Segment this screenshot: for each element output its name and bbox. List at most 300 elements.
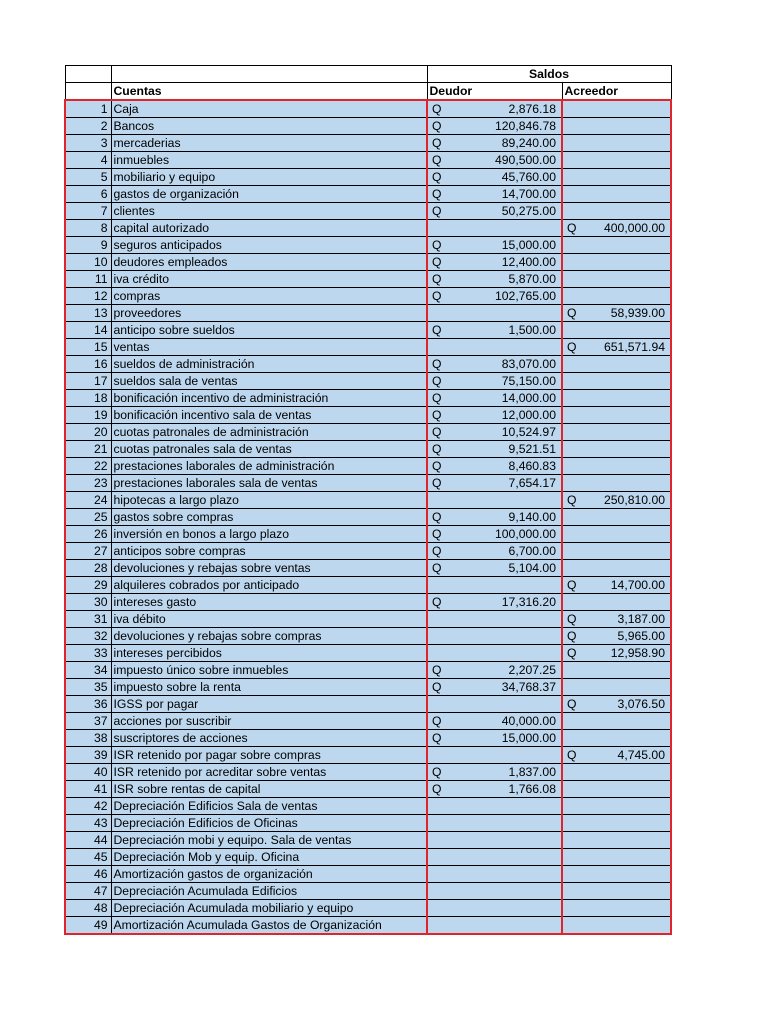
currency-symbol: Q — [432, 204, 442, 218]
row-number[interactable]: 31 — [65, 611, 111, 628]
acreedor-cell[interactable] — [562, 866, 671, 883]
deudor-cell[interactable] — [427, 679, 562, 696]
deudor-amount: 490,500.00 — [495, 153, 556, 167]
acreedor-cell[interactable] — [562, 373, 671, 390]
account-name-cell[interactable]: impuesto único sobre inmuebles — [111, 662, 427, 679]
row-number[interactable]: 40 — [65, 764, 111, 781]
acreedor-amount: 3,187.00 — [617, 612, 665, 626]
acreedor-cell[interactable] — [562, 220, 671, 237]
table-row — [65, 373, 671, 390]
currency-symbol: Q — [432, 782, 442, 796]
deudor-amount: 14,000.00 — [501, 391, 556, 405]
account-name-cell[interactable]: ISR retenido por pagar sobre compras — [111, 747, 427, 764]
account-name-cell[interactable]: proveedores — [111, 305, 427, 322]
deudor-amount: 75,150.00 — [501, 374, 556, 388]
acreedor-cell[interactable] — [562, 509, 671, 526]
currency-symbol: Q — [432, 170, 442, 184]
deudor-cell[interactable] — [427, 662, 562, 679]
deudor-cell[interactable] — [427, 509, 562, 526]
row-number[interactable]: 6 — [65, 186, 111, 203]
account-name-cell[interactable]: Depreciación Edificios de Oficinas — [111, 815, 427, 832]
row-number[interactable]: 32 — [65, 628, 111, 645]
header-empty-cell — [111, 66, 427, 83]
table-row — [65, 220, 671, 237]
acreedor-cell[interactable] — [562, 628, 671, 645]
deudor-cell[interactable] — [427, 645, 562, 662]
acreedor-cell[interactable] — [562, 339, 671, 356]
row-number[interactable]: 20 — [65, 424, 111, 441]
acreedor-cell[interactable] — [562, 441, 671, 458]
acreedor-cell[interactable] — [562, 798, 671, 815]
deudor-cell[interactable] — [427, 747, 562, 764]
account-name-cell[interactable]: mercaderias — [111, 135, 427, 152]
row-number[interactable]: 17 — [65, 373, 111, 390]
currency-symbol: Q — [432, 289, 442, 303]
row-number[interactable]: 9 — [65, 237, 111, 254]
deudor-cell[interactable] — [427, 866, 562, 883]
table-row — [65, 492, 671, 509]
account-name-cell[interactable]: Depreciación Acumulada mobiliario y equipo — [111, 900, 427, 917]
currency-symbol: Q — [567, 221, 577, 235]
deudor-cell[interactable] — [427, 475, 562, 492]
spreadsheet — [64, 65, 670, 935]
acreedor-cell[interactable] — [562, 781, 671, 798]
currency-symbol: Q — [432, 561, 442, 575]
deudor-amount: 5,870.00 — [508, 272, 556, 286]
row-number[interactable]: 27 — [65, 543, 111, 560]
table-row — [65, 288, 671, 305]
currency-symbol: Q — [432, 527, 442, 541]
row-number[interactable]: 16 — [65, 356, 111, 373]
row-number[interactable]: 12 — [65, 288, 111, 305]
deudor-cell[interactable] — [427, 254, 562, 271]
table-row — [65, 543, 671, 560]
header-saldos: Saldos — [427, 66, 671, 83]
account-name-cell[interactable]: IGSS por pagar — [111, 696, 427, 713]
account-name-cell[interactable]: clientes — [111, 203, 427, 220]
deudor-cell[interactable] — [427, 543, 562, 560]
deudor-cell[interactable] — [427, 560, 562, 577]
acreedor-cell[interactable] — [562, 254, 671, 271]
currency-symbol: Q — [432, 391, 442, 405]
deudor-cell[interactable] — [427, 169, 562, 186]
row-number[interactable]: 34 — [65, 662, 111, 679]
table-row — [65, 730, 671, 747]
deudor-amount: 2,207.25 — [508, 663, 556, 677]
table-row — [65, 594, 671, 611]
deudor-cell[interactable] — [427, 696, 562, 713]
deudor-cell[interactable] — [427, 356, 562, 373]
currency-symbol: Q — [567, 629, 577, 643]
acreedor-cell[interactable] — [562, 390, 671, 407]
row-number[interactable]: 38 — [65, 730, 111, 747]
table-row — [65, 356, 671, 373]
acreedor-amount: 4,745.00 — [617, 748, 665, 762]
row-number[interactable]: 7 — [65, 203, 111, 220]
account-name-cell[interactable]: devoluciones y rebajas sobre compras — [111, 628, 427, 645]
table-row — [65, 322, 671, 339]
acreedor-cell[interactable] — [562, 594, 671, 611]
acreedor-cell[interactable] — [562, 526, 671, 543]
acreedor-cell[interactable] — [562, 322, 671, 339]
table-row — [65, 169, 671, 186]
row-number[interactable]: 33 — [65, 645, 111, 662]
deudor-cell[interactable] — [427, 186, 562, 203]
deudor-cell[interactable] — [427, 424, 562, 441]
account-name-cell[interactable]: intereses percibidos — [111, 645, 427, 662]
acreedor-cell[interactable] — [562, 271, 671, 288]
acreedor-cell[interactable] — [562, 764, 671, 781]
acreedor-cell[interactable] — [562, 407, 671, 424]
deudor-cell[interactable] — [427, 849, 562, 866]
deudor-amount: 15,000.00 — [501, 238, 556, 252]
table-row — [65, 747, 671, 764]
table-row — [65, 866, 671, 883]
table-row — [65, 883, 671, 900]
row-number[interactable]: 36 — [65, 696, 111, 713]
deudor-cell[interactable] — [427, 203, 562, 220]
row-number[interactable]: 28 — [65, 560, 111, 577]
acreedor-cell[interactable] — [562, 424, 671, 441]
currency-symbol: Q — [567, 578, 577, 592]
acreedor-cell[interactable] — [562, 475, 671, 492]
acreedor-cell[interactable] — [562, 100, 671, 118]
account-name-cell[interactable]: Depreciación mobi y equipo. Sala de ventas — [111, 832, 427, 849]
acreedor-cell[interactable] — [562, 118, 671, 135]
table-row — [65, 100, 671, 118]
account-name-cell[interactable]: suscriptores de acciones — [111, 730, 427, 747]
deudor-cell[interactable] — [427, 730, 562, 747]
deudor-cell[interactable] — [427, 118, 562, 135]
currency-symbol: Q — [432, 408, 442, 422]
account-name-cell[interactable]: ventas — [111, 339, 427, 356]
currency-symbol: Q — [432, 272, 442, 286]
currency-symbol: Q — [567, 748, 577, 762]
row-number[interactable]: 21 — [65, 441, 111, 458]
table-row — [65, 917, 671, 935]
acreedor-cell[interactable] — [562, 288, 671, 305]
account-name-cell[interactable]: Bancos — [111, 118, 427, 135]
table-row — [65, 645, 671, 662]
account-name-cell[interactable]: cuotas patronales sala de ventas — [111, 441, 427, 458]
deudor-cell[interactable] — [427, 900, 562, 917]
row-number[interactable]: 10 — [65, 254, 111, 271]
deudor-cell[interactable] — [427, 288, 562, 305]
row-number[interactable]: 29 — [65, 577, 111, 594]
row-number[interactable]: 44 — [65, 832, 111, 849]
currency-symbol: Q — [432, 476, 442, 490]
deudor-amount: 102,765.00 — [495, 289, 556, 303]
row-number[interactable]: 15 — [65, 339, 111, 356]
acreedor-cell[interactable] — [562, 577, 671, 594]
deudor-amount: 14,700.00 — [501, 187, 556, 201]
deudor-amount: 6,700.00 — [508, 544, 556, 558]
currency-symbol: Q — [432, 238, 442, 252]
deudor-cell[interactable] — [427, 100, 562, 118]
acreedor-cell[interactable] — [562, 645, 671, 662]
deudor-cell[interactable] — [427, 611, 562, 628]
currency-symbol: Q — [567, 612, 577, 626]
account-name-cell[interactable]: hipotecas a largo plazo — [111, 492, 427, 509]
currency-symbol: Q — [567, 306, 577, 320]
header-deudor: Deudor — [427, 83, 562, 101]
deudor-amount: 9,140.00 — [508, 510, 556, 524]
balance-table — [64, 65, 672, 935]
currency-symbol: Q — [567, 493, 577, 507]
row-number[interactable]: 39 — [65, 747, 111, 764]
acreedor-cell[interactable] — [562, 203, 671, 220]
table-row — [65, 305, 671, 322]
acreedor-amount: 14,700.00 — [610, 578, 665, 592]
deudor-amount: 7,654.17 — [508, 476, 556, 490]
account-name-cell[interactable]: impuesto sobre la renta — [111, 679, 427, 696]
row-number[interactable]: 19 — [65, 407, 111, 424]
row-number[interactable]: 8 — [65, 220, 111, 237]
acreedor-cell[interactable] — [562, 560, 671, 577]
acreedor-cell[interactable] — [562, 900, 671, 917]
header-row-saldos — [65, 66, 671, 83]
deudor-cell[interactable] — [427, 305, 562, 322]
row-number[interactable]: 26 — [65, 526, 111, 543]
row-number[interactable]: 35 — [65, 679, 111, 696]
account-name-cell[interactable]: sueldos sala de ventas — [111, 373, 427, 390]
acreedor-cell[interactable] — [562, 458, 671, 475]
row-number[interactable]: 25 — [65, 509, 111, 526]
deudor-cell[interactable] — [427, 390, 562, 407]
deudor-amount: 12,000.00 — [501, 408, 556, 422]
account-name-cell[interactable]: prestaciones laborales sala de ventas — [111, 475, 427, 492]
account-name-cell[interactable]: compras — [111, 288, 427, 305]
deudor-cell[interactable] — [427, 339, 562, 356]
account-name-cell[interactable]: ISR retenido por acreditar sobre ventas — [111, 764, 427, 781]
acreedor-amount: 12,958.90 — [610, 646, 665, 660]
table-row — [65, 390, 671, 407]
deudor-cell[interactable] — [427, 526, 562, 543]
deudor-cell[interactable] — [427, 220, 562, 237]
currency-symbol: Q — [432, 595, 442, 609]
account-name-cell[interactable]: intereses gasto — [111, 594, 427, 611]
deudor-amount: 15,000.00 — [501, 731, 556, 745]
acreedor-cell[interactable] — [562, 152, 671, 169]
deudor-cell[interactable] — [427, 407, 562, 424]
table-row — [65, 713, 671, 730]
account-name-cell[interactable]: cuotas patronales de administración — [111, 424, 427, 441]
table-row — [65, 424, 671, 441]
deudor-cell[interactable] — [427, 458, 562, 475]
row-number[interactable]: 43 — [65, 815, 111, 832]
row-number[interactable]: 4 — [65, 152, 111, 169]
row-number[interactable]: 47 — [65, 883, 111, 900]
row-number[interactable]: 3 — [65, 135, 111, 152]
currency-symbol: Q — [432, 714, 442, 728]
deudor-cell[interactable] — [427, 271, 562, 288]
row-number[interactable]: 2 — [65, 118, 111, 135]
account-name-cell[interactable]: Caja — [111, 100, 427, 118]
deudor-cell[interactable] — [427, 713, 562, 730]
deudor-cell[interactable] — [427, 441, 562, 458]
account-name-cell[interactable]: mobiliario y equipo — [111, 169, 427, 186]
row-number[interactable]: 14 — [65, 322, 111, 339]
acreedor-cell[interactable] — [562, 186, 671, 203]
row-number[interactable]: 37 — [65, 713, 111, 730]
table-row — [65, 679, 671, 696]
acreedor-cell[interactable] — [562, 917, 671, 935]
account-name-cell[interactable]: capital autorizado — [111, 220, 427, 237]
acreedor-cell[interactable] — [562, 237, 671, 254]
account-name-cell[interactable]: Depreciación Edificios Sala de ventas — [111, 798, 427, 815]
account-name-cell[interactable]: alquileres cobrados por anticipado — [111, 577, 427, 594]
deudor-amount: 40,000.00 — [501, 714, 556, 728]
deudor-cell[interactable] — [427, 917, 562, 935]
table-row — [65, 458, 671, 475]
table-row — [65, 900, 671, 917]
account-name-cell[interactable]: bonificación incentivo sala de ventas — [111, 407, 427, 424]
header-empty-cell — [65, 66, 111, 83]
currency-symbol: Q — [432, 765, 442, 779]
acreedor-cell[interactable] — [562, 730, 671, 747]
table-row — [65, 815, 671, 832]
row-number[interactable]: 24 — [65, 492, 111, 509]
deudor-cell[interactable] — [427, 832, 562, 849]
currency-symbol: Q — [432, 119, 442, 133]
currency-symbol: Q — [432, 136, 442, 150]
table-row — [65, 832, 671, 849]
deudor-cell[interactable] — [427, 883, 562, 900]
account-name-cell[interactable]: devoluciones y rebajas sobre ventas — [111, 560, 427, 577]
table-row — [65, 628, 671, 645]
account-name-cell[interactable]: Depreciación Acumulada Edificios — [111, 883, 427, 900]
acreedor-cell[interactable] — [562, 883, 671, 900]
deudor-cell[interactable] — [427, 628, 562, 645]
table-row — [65, 798, 671, 815]
deudor-amount: 1,837.00 — [508, 765, 556, 779]
deudor-cell[interactable] — [427, 152, 562, 169]
acreedor-cell[interactable] — [562, 679, 671, 696]
deudor-amount: 1,500.00 — [508, 323, 556, 337]
row-number[interactable]: 11 — [65, 271, 111, 288]
acreedor-cell[interactable] — [562, 747, 671, 764]
table-row — [65, 781, 671, 798]
acreedor-cell[interactable] — [562, 849, 671, 866]
row-number[interactable]: 18 — [65, 390, 111, 407]
deudor-amount: 1,766.08 — [508, 782, 556, 796]
deudor-amount: 17,316.20 — [501, 595, 556, 609]
deudor-cell[interactable] — [427, 373, 562, 390]
deudor-cell[interactable] — [427, 594, 562, 611]
currency-symbol: Q — [432, 663, 442, 677]
row-number[interactable]: 1 — [65, 100, 111, 118]
account-name-cell[interactable]: inversión en bonos a largo plazo — [111, 526, 427, 543]
deudor-amount: 83,070.00 — [501, 357, 556, 371]
account-name-cell[interactable]: bonificación incentivo de administración — [111, 390, 427, 407]
currency-symbol: Q — [432, 442, 442, 456]
currency-symbol: Q — [432, 323, 442, 337]
acreedor-cell[interactable] — [562, 169, 671, 186]
account-name-cell[interactable]: gastos de organización — [111, 186, 427, 203]
deudor-cell[interactable] — [427, 798, 562, 815]
account-name-cell[interactable]: Depreciación Mob y equip. Oficina — [111, 849, 427, 866]
table-row — [65, 696, 671, 713]
table-row — [65, 509, 671, 526]
acreedor-cell[interactable] — [562, 492, 671, 509]
row-number[interactable]: 5 — [65, 169, 111, 186]
account-name-cell[interactable]: anticipos sobre compras — [111, 543, 427, 560]
acreedor-cell[interactable] — [562, 356, 671, 373]
table-row — [65, 271, 671, 288]
deudor-cell[interactable] — [427, 492, 562, 509]
account-name-cell[interactable]: acciones por suscribir — [111, 713, 427, 730]
table-row — [65, 407, 671, 424]
account-name-cell[interactable]: inmuebles — [111, 152, 427, 169]
row-number[interactable]: 23 — [65, 475, 111, 492]
row-number[interactable]: 42 — [65, 798, 111, 815]
acreedor-cell[interactable] — [562, 305, 671, 322]
deudor-amount: 8,460.83 — [508, 459, 556, 473]
account-name-cell[interactable]: sueldos de administración — [111, 356, 427, 373]
acreedor-amount: 5,965.00 — [617, 629, 665, 643]
account-name-cell[interactable]: ISR sobre rentas de capital — [111, 781, 427, 798]
acreedor-cell[interactable] — [562, 543, 671, 560]
deudor-cell[interactable] — [427, 764, 562, 781]
row-number[interactable]: 30 — [65, 594, 111, 611]
deudor-cell[interactable] — [427, 577, 562, 594]
account-name-cell[interactable]: prestaciones laborales de administración — [111, 458, 427, 475]
deudor-cell[interactable] — [427, 781, 562, 798]
currency-symbol: Q — [432, 102, 442, 116]
acreedor-cell[interactable] — [562, 135, 671, 152]
row-number[interactable]: 48 — [65, 900, 111, 917]
acreedor-amount: 3,076.50 — [617, 697, 665, 711]
account-name-cell[interactable]: Amortización Acumulada Gastos de Organización — [111, 917, 427, 935]
acreedor-cell[interactable] — [562, 662, 671, 679]
acreedor-cell[interactable] — [562, 713, 671, 730]
account-name-cell[interactable]: deudores empleados — [111, 254, 427, 271]
acreedor-cell[interactable] — [562, 696, 671, 713]
table-row — [65, 560, 671, 577]
deudor-amount: 9,521.51 — [508, 442, 556, 456]
account-name-cell[interactable]: anticipo sobre sueldos — [111, 322, 427, 339]
table-row — [65, 152, 671, 169]
deudor-cell[interactable] — [427, 237, 562, 254]
deudor-amount: 50,275.00 — [501, 204, 556, 218]
account-name-cell[interactable]: iva débito — [111, 611, 427, 628]
currency-symbol: Q — [432, 255, 442, 269]
row-number[interactable]: 13 — [65, 305, 111, 322]
deudor-cell[interactable] — [427, 135, 562, 152]
row-number[interactable]: 49 — [65, 917, 111, 935]
acreedor-cell[interactable] — [562, 815, 671, 832]
acreedor-cell[interactable] — [562, 832, 671, 849]
row-number[interactable]: 46 — [65, 866, 111, 883]
table-row — [65, 611, 671, 628]
account-name-cell[interactable]: iva crédito — [111, 271, 427, 288]
acreedor-cell[interactable] — [562, 611, 671, 628]
currency-symbol: Q — [432, 374, 442, 388]
table-row — [65, 849, 671, 866]
deudor-amount: 12,400.00 — [501, 255, 556, 269]
account-name-cell[interactable]: gastos sobre compras — [111, 509, 427, 526]
account-name-cell[interactable]: Amortización gastos de organización — [111, 866, 427, 883]
row-number[interactable]: 45 — [65, 849, 111, 866]
currency-symbol: Q — [432, 153, 442, 167]
deudor-cell[interactable] — [427, 322, 562, 339]
currency-symbol: Q — [432, 425, 442, 439]
currency-symbol: Q — [432, 187, 442, 201]
account-name-cell[interactable]: seguros anticipados — [111, 237, 427, 254]
row-number[interactable]: 41 — [65, 781, 111, 798]
row-number[interactable]: 22 — [65, 458, 111, 475]
deudor-cell[interactable] — [427, 815, 562, 832]
